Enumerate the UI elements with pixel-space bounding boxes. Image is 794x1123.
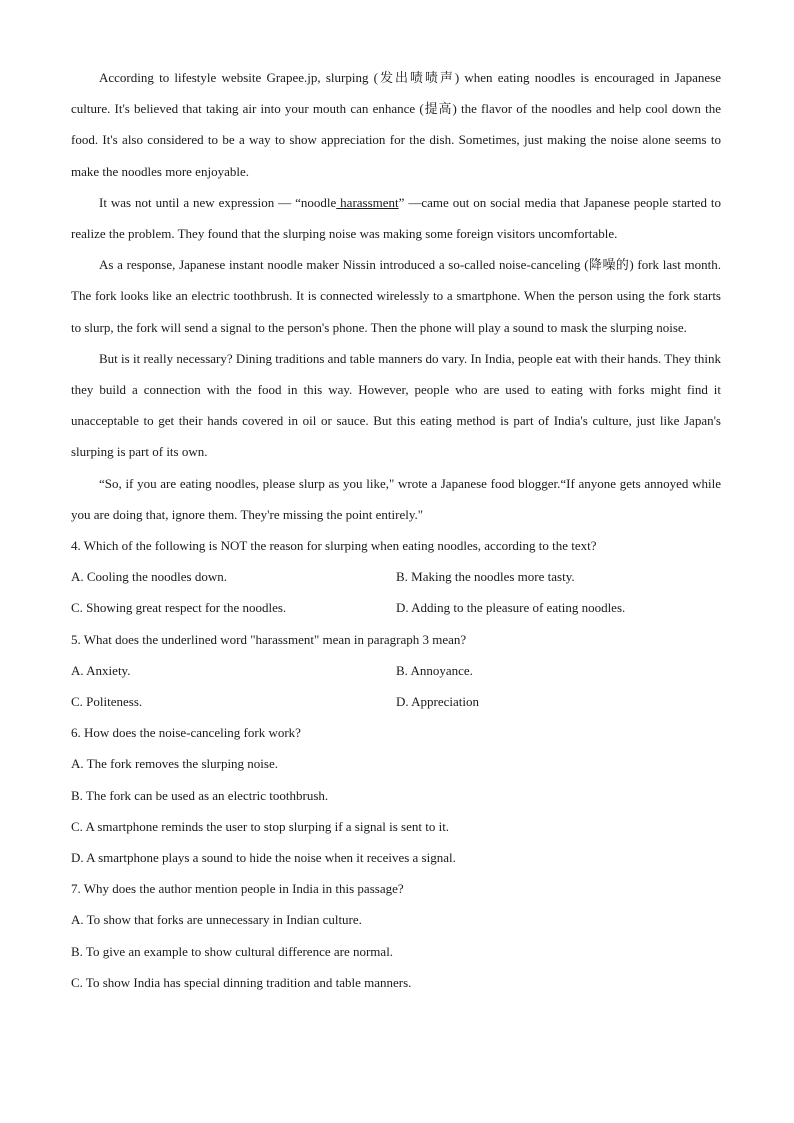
- underlined-word-harassment: harassment: [336, 194, 399, 210]
- options-row: [71, 686, 721, 717]
- question-stem: 4. Which of the following is NOT the reason for slurping when eating noodles, according to the text?: [71, 538, 597, 554]
- options-row: [71, 592, 721, 623]
- question-6: [71, 717, 721, 873]
- option-d: D. Appreciation: [396, 694, 480, 710]
- option-c: C. Showing great respect for the noodles.: [71, 600, 287, 616]
- option-b: B. Annoyance.: [396, 662, 473, 678]
- option-a: A. Anxiety.: [71, 662, 131, 678]
- question-5: [71, 624, 721, 718]
- option-a: A. To show that forks are unnecessary in Indian culture.: [71, 912, 362, 928]
- option-d: D. A smartphone plays a sound to hide the noise when it receives a signal.: [71, 850, 456, 866]
- options-row: [71, 561, 721, 592]
- paragraph-2-text-after: ” —came out on social media that Japanese people started to realize the problem. They found that the slurping noise was making some foreign visitors uncomfortable.: [71, 194, 721, 242]
- passage-paragraph-5: “So, if you are eating noodles, please slurp as you like," wrote a Japanese food blogger.“If anyone gets annoyed while you are doing that, ignore them. They're missing the point entirely.": [71, 475, 721, 522]
- passage-paragraph-3: As a response, Japanese instant noodle maker Nissin introduced a so-called noise-canceling (降噪的) fork last month. The fork looks like an electric toothbrush. It is connected wirelessly to a smartphone. When the person using the fork starts to slurp, the fork will send a signal to the person's phone. Then the phone will play a sound to mask the slurping noise.: [71, 257, 721, 335]
- option-b: B. The fork can be used as an electric toothbrush.: [71, 787, 329, 803]
- question-4: [71, 530, 721, 624]
- option-b: B. To give an example to show cultural difference are normal.: [71, 943, 394, 959]
- question-stem: 6. How does the noise-canceling fork work?: [71, 725, 301, 741]
- question-stem: 5. What does the underlined word "harassment" mean in paragraph 3 mean?: [71, 631, 467, 647]
- document-page: [71, 62, 721, 998]
- passage-paragraph-4: But is it really necessary? Dining traditions and table manners do vary. In India, people eat with their hands. They think they build a connection with the food in this way. However, people who are used to eating with forks might find it unacceptable to get their hands covered in oil or sauce. But this eating method is part of India's culture, just like Japan's slurping is part of its own.: [71, 350, 721, 460]
- question-stem: 7. Why does the author mention people in India in this passage?: [71, 881, 404, 897]
- option-b: B. Making the noodles more tasty.: [396, 569, 575, 585]
- paragraph-2-text-before: It was not until a new expression — “noodle: [99, 194, 337, 210]
- option-a: A. Cooling the noodles down.: [71, 569, 227, 585]
- option-c: C. A smartphone reminds the user to stop slurping if a signal is sent to it.: [71, 818, 450, 834]
- passage-paragraph-2: [71, 187, 721, 249]
- question-7: [71, 873, 721, 998]
- passage-paragraph-1: According to lifestyle website Grapee.jp, slurping (发出啧啧声) when eating noodles is encouraged in Japanese culture. It's believed that taking air into your mouth can enhance (提高) the flavor of the noodles and help cool down the food. It's also considered to be a way to show appreciation for the dish. Sometimes, just making the noise alone seems to make the noodles more enjoyable.: [71, 70, 721, 179]
- option-d: D. Adding to the pleasure of eating noodles.: [396, 600, 626, 616]
- option-a: A. The fork removes the slurping noise.: [71, 756, 278, 772]
- option-c: C. To show India has special dinning tradition and table manners.: [71, 974, 412, 990]
- options-row: [71, 655, 721, 686]
- option-c: C. Politeness.: [71, 694, 143, 710]
